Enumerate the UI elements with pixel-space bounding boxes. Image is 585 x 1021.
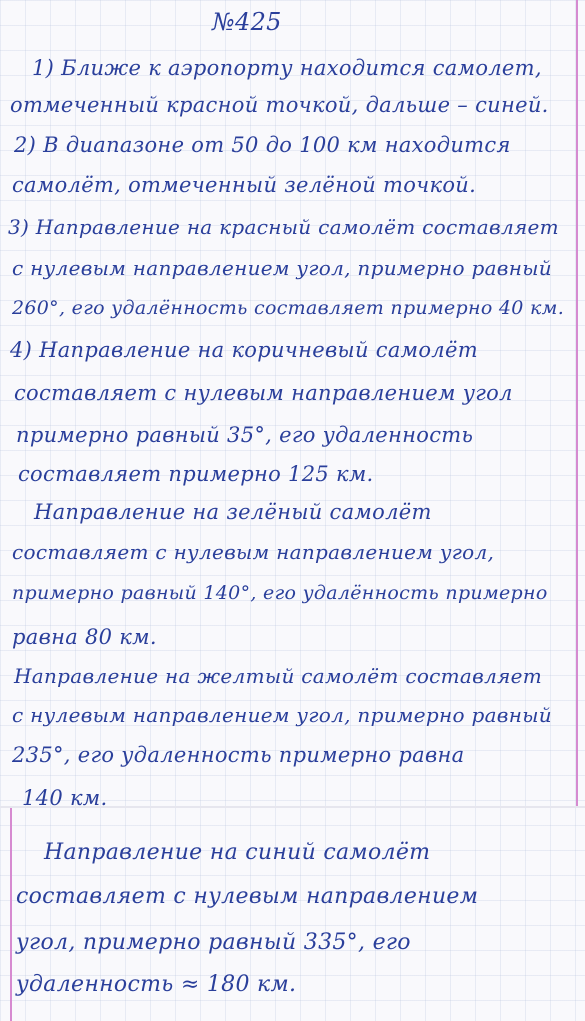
text-line: 140 км. xyxy=(22,786,108,810)
text-line: с нулевым направлением угол, примерно равный xyxy=(12,256,552,280)
margin-line xyxy=(576,0,578,806)
text-line: примерно равный 35°, его удаленность xyxy=(16,423,474,447)
text-line: составляет с нулевым направлением xyxy=(16,884,479,909)
text-line: 1) Ближе к аэропорту находится самолет, xyxy=(32,56,542,80)
text-line: Направление на синий самолёт xyxy=(44,840,431,865)
text-line: отмеченный красной точкой, дальше – синей. xyxy=(10,93,549,117)
text-line: 4) Направление на коричневый самолёт xyxy=(10,338,478,362)
text-line: примерно равный 140°, его удалённость примерно xyxy=(12,582,548,604)
exercise-number: №425 xyxy=(212,8,282,36)
text-line: составляет с нулевым направлением угол, xyxy=(12,540,495,564)
text-line: с нулевым направлением угол, примерно равный xyxy=(12,703,552,727)
text-line: 3) Направление на красный самолёт составляет xyxy=(8,215,559,239)
text-line: самолёт, отмеченный зелёной точкой. xyxy=(12,173,477,197)
text-line: составляет примерно 125 км. xyxy=(18,462,374,486)
text-line: 2) В диапазоне от 50 до 100 км находится xyxy=(14,133,511,157)
text-line: равна 80 км. xyxy=(12,625,157,649)
text-line: 260°, его удалённость составляет примерно 40 км. xyxy=(12,297,565,319)
text-line: угол, примерно равный 335°, его xyxy=(16,930,411,955)
margin-line-lower xyxy=(10,808,12,1021)
text-line: 235°, его удаленность примерно равна xyxy=(12,743,465,767)
text-line: Направление на желтый самолёт составляет xyxy=(14,664,543,688)
text-line: составляет с нулевым направлением угол xyxy=(14,381,513,405)
text-line: Направление на зелёный самолёт xyxy=(34,500,432,524)
text-line: удаленность ≈ 180 км. xyxy=(16,972,297,997)
